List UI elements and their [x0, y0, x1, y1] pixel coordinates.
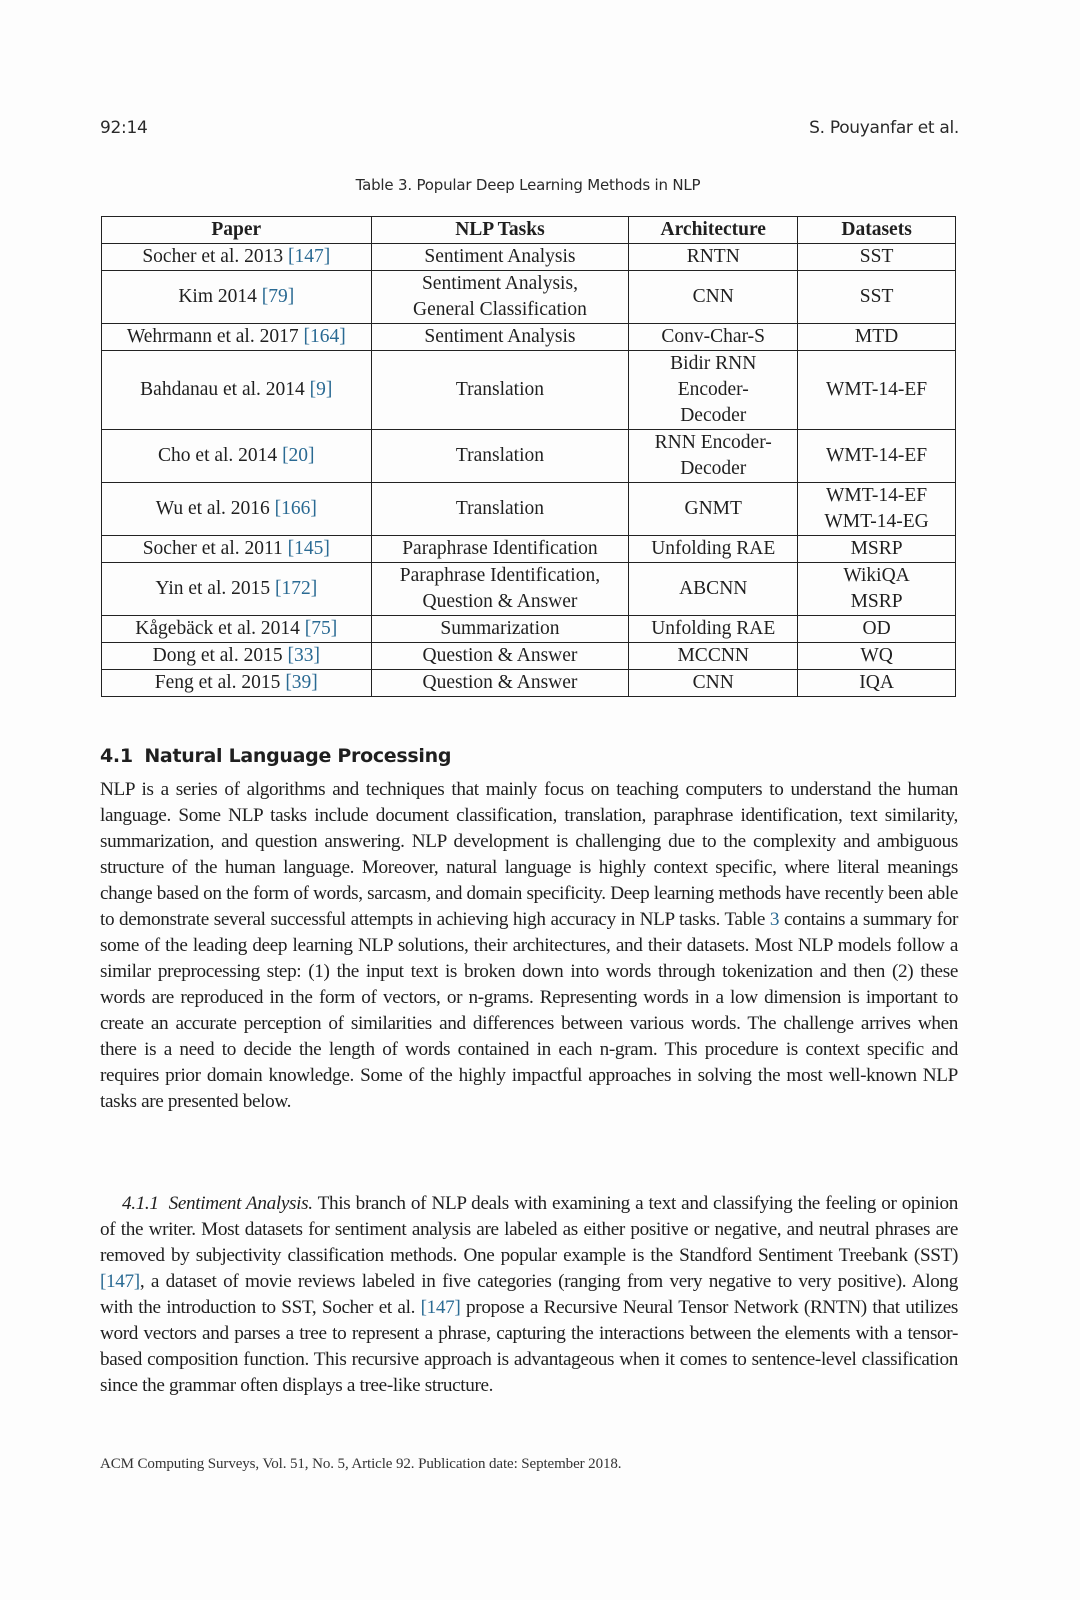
cell-tasks	[371, 536, 629, 563]
cell-architecture-line: GNMT	[684, 498, 742, 519]
table-row	[102, 670, 956, 697]
cell-paper	[102, 536, 372, 563]
paper-name: Feng et al. 2015	[154, 672, 286, 693]
section-title: Natural Language Processing	[144, 745, 452, 767]
section-number: 4.1	[100, 745, 133, 767]
cell-datasets-line: IQA	[859, 672, 894, 693]
cell-tasks	[371, 643, 629, 670]
paragraph-text: This branch of NLP deals with examining a text and classifying the feeling or opinion of the writer. Most datasets for sentiment analysis are labeled as either positive or negative, and neutral phrases are removed by subjectivity classification methods. One popular example is the Standford Sentiment Treebank (SST)	[100, 1193, 958, 1266]
cell-datasets	[798, 616, 956, 643]
cell-datasets-line: MSRP	[850, 591, 903, 612]
cell-architecture-line: CNN	[692, 286, 734, 307]
citation-link[interactable]: [145]	[287, 538, 330, 559]
cell-datasets	[798, 351, 956, 430]
cell-tasks-line: Question & Answer	[422, 591, 578, 612]
column-header-paper: Paper	[102, 217, 372, 244]
cell-tasks-line: Summarization	[440, 618, 560, 639]
cell-architecture-line: RNTN	[686, 246, 740, 267]
citation-link[interactable]: [166]	[274, 498, 317, 519]
methods-table	[101, 216, 956, 697]
cell-architecture-line: RNN Encoder-	[654, 432, 772, 453]
cell-datasets-line: OD	[862, 618, 891, 639]
table-row	[102, 483, 956, 536]
paper-name: Dong et al. 2015	[152, 645, 288, 666]
table-ref-link[interactable]: 3	[769, 909, 780, 930]
running-head	[100, 118, 959, 138]
cell-tasks	[371, 483, 629, 536]
citation-link[interactable]: [33]	[287, 645, 320, 666]
cell-datasets	[798, 536, 956, 563]
cell-paper	[102, 563, 372, 616]
paper-name: Wehrmann et al. 2017	[126, 326, 304, 347]
citation-link[interactable]: [147]	[100, 1271, 140, 1292]
cell-tasks-line: General Classification	[413, 299, 587, 320]
cell-tasks-line: Question & Answer	[422, 672, 578, 693]
cell-tasks	[371, 244, 629, 271]
paper-name: Wu et al. 2016	[155, 498, 275, 519]
subsection-paragraph	[100, 1191, 958, 1399]
cell-architecture	[629, 324, 798, 351]
cell-tasks	[371, 351, 629, 430]
section-paragraph	[100, 777, 958, 1115]
cell-paper	[102, 351, 372, 430]
cell-tasks-line: Translation	[455, 445, 544, 466]
cell-tasks-line: Question & Answer	[422, 645, 578, 666]
cell-tasks	[371, 430, 629, 483]
table-row	[102, 536, 956, 563]
cell-datasets	[798, 271, 956, 324]
cell-tasks-line: Paraphrase Identification,	[399, 565, 601, 586]
cell-architecture	[629, 244, 798, 271]
paper-name: Socher et al. 2013	[142, 246, 288, 267]
cell-datasets-line: WikiQA	[843, 565, 910, 586]
cell-datasets	[798, 483, 956, 536]
paragraph-text: NLP is a series of algorithms and techniques that mainly focus on teaching computers to understand the human language. Some NLP tasks include document classification, translation, paraphrase identification, text similarity, summarization, and question answering. NLP development is challenging due to the complexity and ambiguous structure of the human language. Moreover, natural language is highly context specific, where literal meanings change based on the form of words, sarcasm, and domain specificity. Deep learning methods have recently been able to demonstrate several successful attempts in achieving high accuracy in NLP tasks. Table	[100, 779, 958, 930]
table-row	[102, 244, 956, 271]
cell-architecture	[629, 616, 798, 643]
citation-link[interactable]: [147]	[288, 246, 331, 267]
cell-architecture	[629, 643, 798, 670]
paper-name: Kim 2014	[178, 286, 262, 307]
citation-link[interactable]: [79]	[261, 286, 295, 307]
table-row	[102, 324, 956, 351]
cell-tasks	[371, 616, 629, 643]
cell-paper	[102, 324, 372, 351]
paragraph-text: propose a Recursive Neural Tensor Network (RNTN) that utilizes word vectors and parses a tree to represent a phrase, capturing the interactions between the elements with a tensor-based composition function. This recursive approach is advantageous when it comes to sentence-level classification since the grammar often displays a tree-like structure.	[100, 1297, 958, 1396]
cell-datasets-line: WMT-14-EF	[826, 485, 928, 506]
paper-name: Yin et al. 2015	[155, 578, 276, 599]
column-header-datasets: Datasets	[798, 217, 956, 244]
subsection-number: 4.1.1	[122, 1193, 159, 1214]
page-number: 92:14	[100, 118, 148, 138]
cell-datasets-line: SST	[859, 286, 894, 307]
cell-datasets	[798, 643, 956, 670]
page-footer: ACM Computing Surveys, Vol. 51, No. 5, Article 92. Publication date: September 2018.	[100, 1456, 622, 1472]
paper-name: Cho et al. 2014	[158, 445, 283, 466]
cell-architecture-line: CNN	[692, 672, 734, 693]
cell-tasks-line: Sentiment Analysis	[424, 246, 576, 267]
cell-paper	[102, 643, 372, 670]
running-authors: S. Pouyanfar et al.	[809, 118, 959, 138]
table-row	[102, 616, 956, 643]
cell-tasks	[371, 271, 629, 324]
cell-datasets	[798, 324, 956, 351]
cell-architecture-line: Decoder	[680, 405, 747, 426]
table-row	[102, 271, 956, 324]
column-header-architecture: Architecture	[629, 217, 798, 244]
cell-tasks-line: Sentiment Analysis	[424, 326, 576, 347]
table-caption: Table 3. Popular Deep Learning Methods in NLP	[355, 176, 701, 194]
cell-datasets	[798, 244, 956, 271]
cell-tasks-line: Translation	[455, 498, 544, 519]
cell-architecture	[629, 271, 798, 324]
cell-tasks-line: Sentiment Analysis,	[421, 273, 578, 294]
paragraph-text: contains a summary for some of the leading deep learning NLP solutions, their architectures, and their datasets. Most NLP models follow a similar preprocessing step: (1) the input text is broken down into words through tokenization and then (2) these words are reproduced in the form of vectors, or n-grams. Representing words in a low dimension is important to create an accurate perception of similarities and differences between various words. The challenge arrives when there is a need to decide the length of words contained in each n-gram. This procedure is context specific and requires prior domain knowledge. Some of the highly impactful approaches in solving the most well-known NLP tasks are presented below.	[100, 909, 958, 1112]
cell-datasets-line: MTD	[854, 326, 899, 347]
subsection-title: Sentiment Analysis.	[168, 1193, 313, 1214]
paper-name: Socher et al. 2011	[142, 538, 288, 559]
cell-architecture-line: Encoder-	[677, 379, 749, 400]
cell-datasets	[798, 563, 956, 616]
cell-datasets-line: WMT-14-EG	[824, 511, 929, 532]
cell-tasks	[371, 563, 629, 616]
cell-paper	[102, 616, 372, 643]
citation-link[interactable]: [20]	[282, 445, 315, 466]
cell-paper	[102, 271, 372, 324]
cell-paper	[102, 670, 372, 697]
paragraph-text: , a dataset of movie reviews labeled in five categories (ranging from very negative to very positive). Along with the introduction to SST, Socher et al.	[100, 1271, 958, 1318]
cell-datasets-line: WMT-14-EF	[826, 445, 928, 466]
cell-architecture-line: Decoder	[680, 458, 747, 479]
cell-architecture	[629, 351, 798, 430]
cell-datasets-line: WQ	[860, 645, 893, 666]
cell-architecture	[629, 536, 798, 563]
table-row	[102, 351, 956, 430]
cell-datasets-line: WMT-14-EF	[826, 379, 928, 400]
cell-tasks-line: Translation	[455, 379, 544, 400]
table-row	[102, 643, 956, 670]
table-row	[102, 430, 956, 483]
table-header-row	[102, 217, 956, 244]
paper-name: Kågebäck et al. 2014	[135, 618, 305, 639]
citation-link[interactable]: [9]	[309, 379, 333, 400]
cell-paper	[102, 483, 372, 536]
cell-paper	[102, 430, 372, 483]
cell-architecture-line: Unfolding RAE	[651, 618, 776, 639]
cell-datasets-line: MSRP	[850, 538, 903, 559]
cell-architecture-line: Conv-Char-S	[661, 326, 766, 347]
citation-link[interactable]: [164]	[303, 326, 346, 347]
cell-architecture	[629, 563, 798, 616]
citation-link[interactable]: [147]	[420, 1297, 461, 1318]
column-header-tasks: NLP Tasks	[371, 217, 629, 244]
section-heading	[100, 745, 451, 767]
cell-architecture-line: Unfolding RAE	[651, 538, 776, 559]
cell-datasets	[798, 430, 956, 483]
cell-paper	[102, 244, 372, 271]
cell-tasks-line: Paraphrase Identification	[402, 538, 598, 559]
cell-datasets	[798, 670, 956, 697]
cell-architecture	[629, 483, 798, 536]
paper-name: Bahdanau et al. 2014	[140, 379, 310, 400]
cell-architecture-line: ABCNN	[679, 578, 748, 599]
citation-link[interactable]: [172]	[275, 578, 318, 599]
cell-architecture	[629, 430, 798, 483]
cell-architecture	[629, 670, 798, 697]
cell-architecture-line: Bidir RNN	[670, 353, 757, 374]
table-row	[102, 563, 956, 616]
cell-tasks	[371, 670, 629, 697]
table-body	[102, 244, 956, 697]
cell-architecture-line: MCCNN	[677, 645, 749, 666]
cell-datasets-line: SST	[859, 246, 894, 267]
cell-tasks	[371, 324, 629, 351]
citation-link[interactable]: [39]	[285, 672, 318, 693]
citation-link[interactable]: [75]	[304, 618, 338, 639]
